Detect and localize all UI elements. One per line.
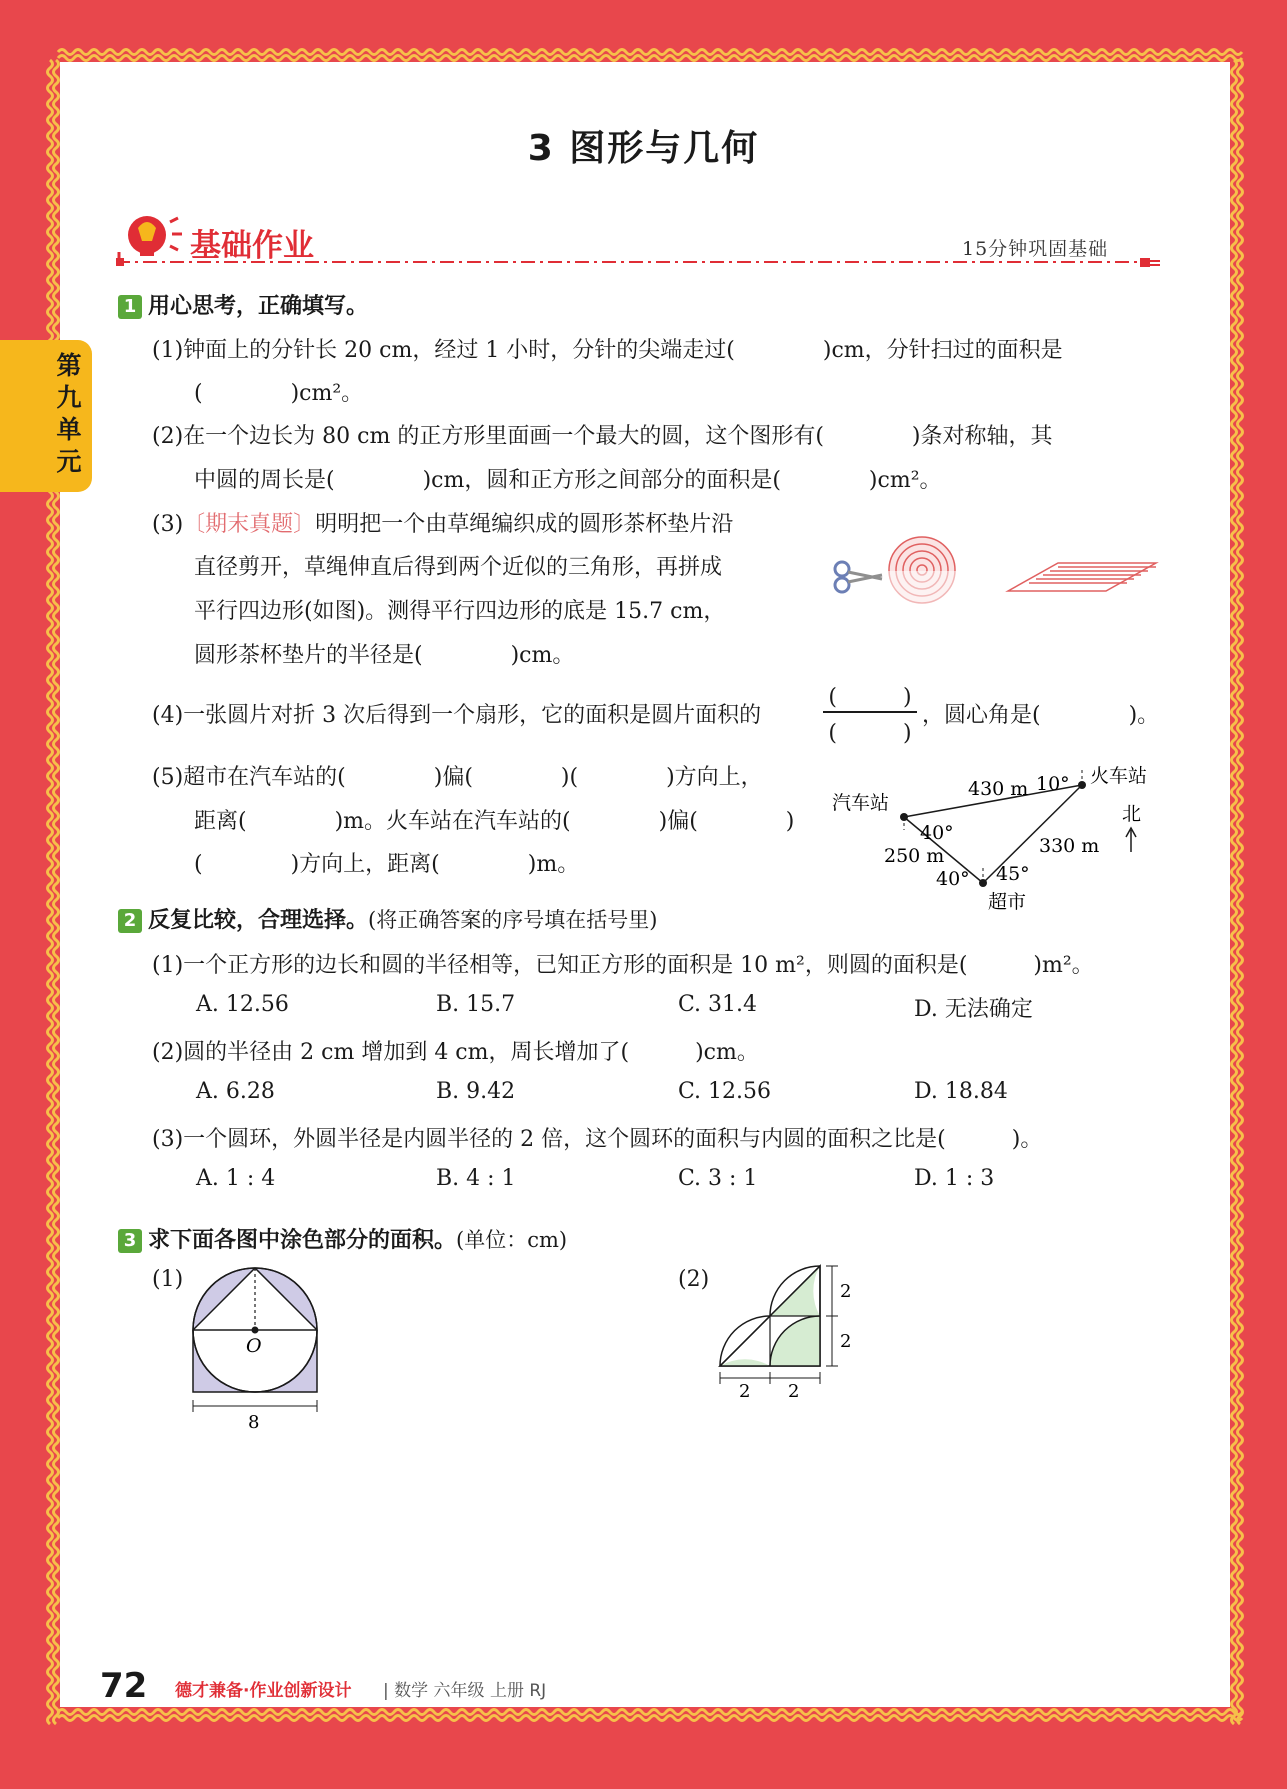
parallelogram-icon [1008, 563, 1156, 591]
distance-430: 430 m [968, 778, 1029, 800]
q1-p3-line2: 直径剪开，草绳伸直后得到两个近似的三角形，再拼成 [194, 555, 723, 580]
q2-header [118, 903, 657, 934]
q1-p5-line2: 距离( )m。火车站在汽车站的( )偏( ) [194, 809, 795, 834]
q2-p2-option-a: A. 6.28 [196, 1079, 275, 1104]
angle-40-bus: 40° [920, 822, 954, 844]
q1-title: 用心思考，正确填写。 [148, 294, 369, 319]
angle-45: 45° [996, 863, 1030, 885]
q1-p4-before: (4)一张圆片对折 3 次后得到一个扇形，它的面积是圆片面积的 [152, 703, 762, 728]
exam-tag: 〔期末真题〕 [183, 512, 316, 537]
q3-title: 求下面各图中涂色部分的面积。 [148, 1228, 457, 1253]
dimension-8: 8 [248, 1412, 260, 1432]
map-diagram [828, 760, 1158, 910]
scissors-icon [835, 562, 882, 592]
q1-p1-line2: ( )cm²。 [194, 381, 364, 406]
unit-tab [0, 340, 92, 492]
footer-brand: 德才兼备·作业创新设计 [175, 1681, 352, 1701]
q1-p2-line1: (2)在一个边长为 80 cm 的正方形里面画一个最大的圆，这个图形有( )条对称轴，其 [152, 424, 1053, 449]
q2-p3: (3)一个圆环，外圆半径是内圆半径的 2 倍，这个圆环的面积与内圆的面积之比是( )。 [152, 1127, 1043, 1152]
q2-title: 反复比较，合理选择。 [148, 908, 369, 933]
q1-p4-frac-bottom: ( ) [828, 721, 912, 746]
dim-right-top: 2 [840, 1281, 852, 1302]
q1-p3-text1: 明明把一个由草绳编织成的圆形茶杯垫片沿 [315, 512, 734, 537]
bus-label: 汽车站 [832, 792, 890, 814]
footer-book-info: | 数学 六年级 上册 RJ [383, 1681, 547, 1701]
q2-p1-option-b: B. 15.7 [436, 992, 516, 1017]
q2-subtitle: (将正确答案的序号填在括号里) [368, 908, 658, 932]
market-point [979, 879, 987, 887]
q1-p1-line1: (1)钟面上的分针长 20 cm，经过 1 小时，分针的尖端走过( )cm，分针扫过的面积是 [152, 338, 1063, 363]
page-number: 72 [100, 1666, 148, 1706]
q2-p2: (2)圆的半径由 2 cm 增加到 4 cm，周长增加了( )cm。 [152, 1040, 759, 1065]
q3-figure-2 [712, 1262, 862, 1412]
center-o-label: O [246, 1335, 262, 1357]
q3-figure-1 [185, 1262, 325, 1432]
q3-fig2-label: (2) [678, 1267, 710, 1292]
bulb-icon [119, 216, 182, 260]
north-arrow-icon [1126, 828, 1136, 852]
q1-p3-line4: 圆形茶杯垫片的半径是( )cm。 [194, 643, 575, 668]
q2-p3-option-d: D. 1 : 3 [914, 1166, 995, 1191]
page-title: 3 图形与几何 [527, 128, 760, 169]
dim-bottom-right: 2 [788, 1381, 800, 1402]
section-note: 15分钟巩固基础 [962, 238, 1109, 260]
q1-p5-line3: ( )方向上，距离( )m。 [194, 852, 580, 877]
q1-p5-line1: (5)超市在汽车站的( )偏( )( )方向上， [152, 765, 763, 790]
q2-p3-option-b: B. 4 : 1 [436, 1166, 516, 1191]
angle-40-market: 40° [936, 868, 970, 890]
angle-10: 10° [1036, 773, 1070, 795]
q2-p1: (1)一个正方形的边长和圆的半径相等，已知正方形的面积是 10 m²，则圆的面积是( )m²。 [152, 953, 1094, 978]
dim-right-bottom: 2 [840, 1331, 852, 1352]
q1-header [118, 289, 368, 320]
q2-p1-option-a: A. 12.56 [196, 992, 289, 1017]
q1-p4-after: ，圆心角是( )。 [922, 703, 1160, 728]
q3-fig1-label: (1) [152, 1267, 184, 1292]
distance-330: 330 m [1039, 835, 1100, 857]
q2-p1-option-d: D. 无法确定 [914, 997, 1033, 1022]
coaster-circle-icon [888, 537, 956, 605]
q2-p2-option-c: C. 12.56 [678, 1079, 772, 1104]
q1-p3-prefix: (3) [152, 512, 184, 537]
q2-p2-option-d: D. 18.84 [914, 1079, 1008, 1104]
q2-p3-option-a: A. 1 : 4 [196, 1166, 276, 1191]
q3-number: 3 [118, 1229, 142, 1253]
q3-header [118, 1223, 567, 1254]
q1-p4-frac-top: ( ) [828, 685, 912, 710]
q1-p2-line2: 中圆的周长是( )cm，圆和正方形之间部分的面积是( )cm²。 [194, 468, 942, 493]
dim-bottom-left: 2 [739, 1381, 751, 1402]
q2-p2-option-b: B. 9.42 [436, 1079, 516, 1104]
train-point [1078, 781, 1086, 789]
q2-p3-option-c: C. 3 : 1 [678, 1166, 758, 1191]
q1-p3-line1 [152, 507, 733, 538]
bus-point [900, 813, 908, 821]
market-label: 超市 [988, 891, 1027, 910]
coaster-illustration [830, 535, 1160, 610]
train-label: 火车站 [1090, 765, 1148, 787]
distance-250: 250 m [884, 845, 945, 867]
q3-subtitle: (单位：cm) [456, 1228, 568, 1252]
fraction-bar [823, 711, 917, 713]
unit-tab-label: 第九单元 [56, 351, 82, 476]
north-label: 北 [1122, 803, 1142, 825]
q2-number: 2 [118, 909, 142, 933]
q2-p1-option-c: C. 31.4 [678, 992, 758, 1017]
q1-number: 1 [118, 295, 142, 319]
section-heading: 基础作业 [190, 228, 314, 264]
q1-p3-line3: 平行四边形(如图)。测得平行四边形的底是 15.7 cm， [194, 599, 726, 624]
